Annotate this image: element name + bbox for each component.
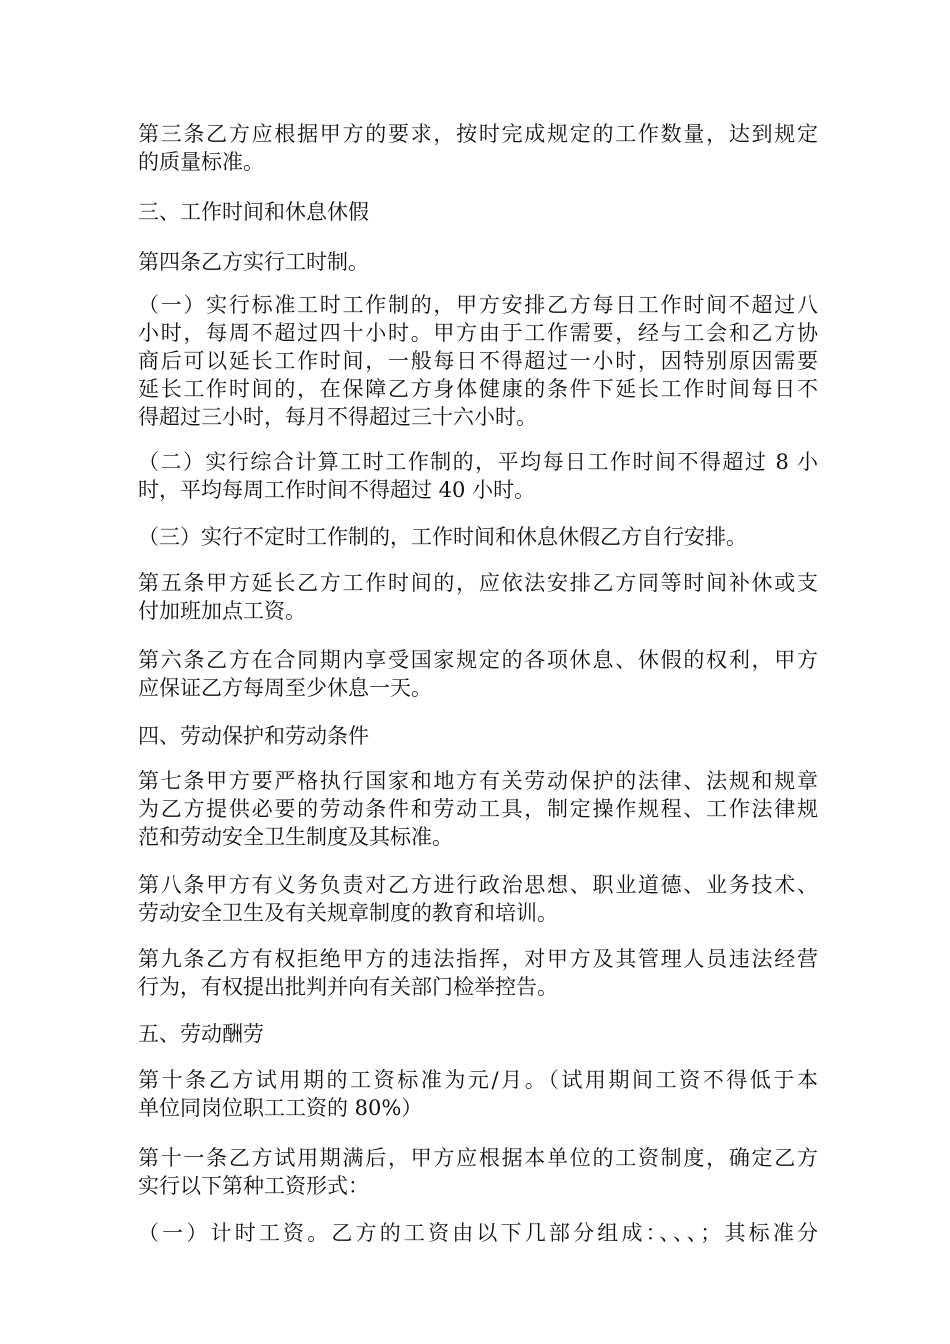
paragraph (138, 523, 818, 551)
text-line: 范和劳动安全卫生制度及其标准。 (138, 825, 453, 849)
text-line: 第十一条乙方试用期满后，甲方应根据本单位的工资制度，确定乙方 (138, 1146, 818, 1170)
text-line: 实行以下第种工资形式： (138, 1174, 369, 1198)
section-heading (138, 1020, 818, 1048)
text-line: 行为，有权提出批判并向有关部门检举控告。 (138, 975, 558, 999)
paragraph (138, 569, 818, 625)
text-line: 第四条乙方实行工时制。 (138, 250, 369, 274)
text-line: 第三条乙方应根据甲方的要求，按时完成规定的工作数量，达到规定 (138, 122, 818, 146)
text-line: 时，平均每周工作时间不得超过 40 小时。 (138, 478, 536, 502)
text-line: 第七条甲方要严格执行国家和地方有关劳动保护的法律、法规和规章 (138, 769, 818, 793)
text-line: 得超过三小时，每月不得超过三十六小时。 (138, 405, 537, 429)
text-line: 单位同岗位职工工资的 80%） (138, 1096, 423, 1120)
text-line: 付加班加点工资。 (138, 599, 306, 623)
text-line: 商后可以延长工作时间，一般每日不得超过一小时，因特别原因需要 (138, 349, 818, 373)
text-line: （二）实行综合计算工时工作制的，平均每日工作时间不得超过 8 小 (138, 450, 818, 474)
section-heading (138, 722, 818, 750)
paragraph (138, 945, 818, 1001)
paragraph (138, 291, 818, 431)
text-line: 为乙方提供必要的劳动条件和劳动工具，制定操作规程、工作法律规 (138, 797, 818, 821)
text-line: （三）实行不定时工作制的，工作时间和休息休假乙方自行安排。 (138, 525, 747, 549)
paragraph (138, 646, 818, 702)
paragraph (138, 120, 818, 176)
paragraph (138, 448, 818, 504)
text-line: 五、劳动酬劳 (138, 1022, 264, 1046)
text-line: （一）计时工资。乙方的工资由以下几部分组成：、、、；其标准分 (138, 1221, 818, 1245)
text-line: 第八条甲方有义务负责对乙方进行政治思想、职业道德、业务技术、 (138, 873, 818, 897)
text-line: 三、工作时间和休息休假 (138, 200, 369, 224)
text-line: 应保证乙方每周至少休息一天。 (138, 676, 432, 700)
paragraph (138, 1219, 818, 1247)
text-line: 第六条乙方在合同期内享受国家规定的各项休息、休假的权利，甲方 (138, 648, 818, 672)
paragraph (138, 767, 818, 851)
paragraph (138, 1144, 818, 1200)
text-line: 第五条甲方延长乙方工作时间的，应依法安排乙方同等时间补休或支 (138, 571, 818, 595)
text-line: （一）实行标准工时工作制的，甲方安排乙方每日工作时间不超过八 (138, 293, 818, 317)
text-line: 劳动安全卫生及有关规章制度的教育和培训。 (138, 901, 558, 925)
paragraph (138, 871, 818, 927)
paragraph (138, 1066, 818, 1122)
section-heading (138, 198, 818, 226)
text-line: 的质量标准。 (138, 150, 264, 174)
text-line: 四、劳动保护和劳动条件 (138, 724, 369, 748)
text-line: 第九条乙方有权拒绝甲方的违法指挥，对甲方及其管理人员违法经营 (138, 947, 818, 971)
text-line: 小时，每周不超过四十小时。甲方由于工作需要，经与工会和乙方协 (138, 321, 818, 345)
text-line: 第十条乙方试用期的工资标准为元/月。（试用期间工资不得低于本 (138, 1068, 818, 1092)
paragraph (138, 248, 818, 276)
text-line: 延长工作时间的，在保障乙方身体健康的条件下延长工作时间每日不 (138, 377, 818, 401)
